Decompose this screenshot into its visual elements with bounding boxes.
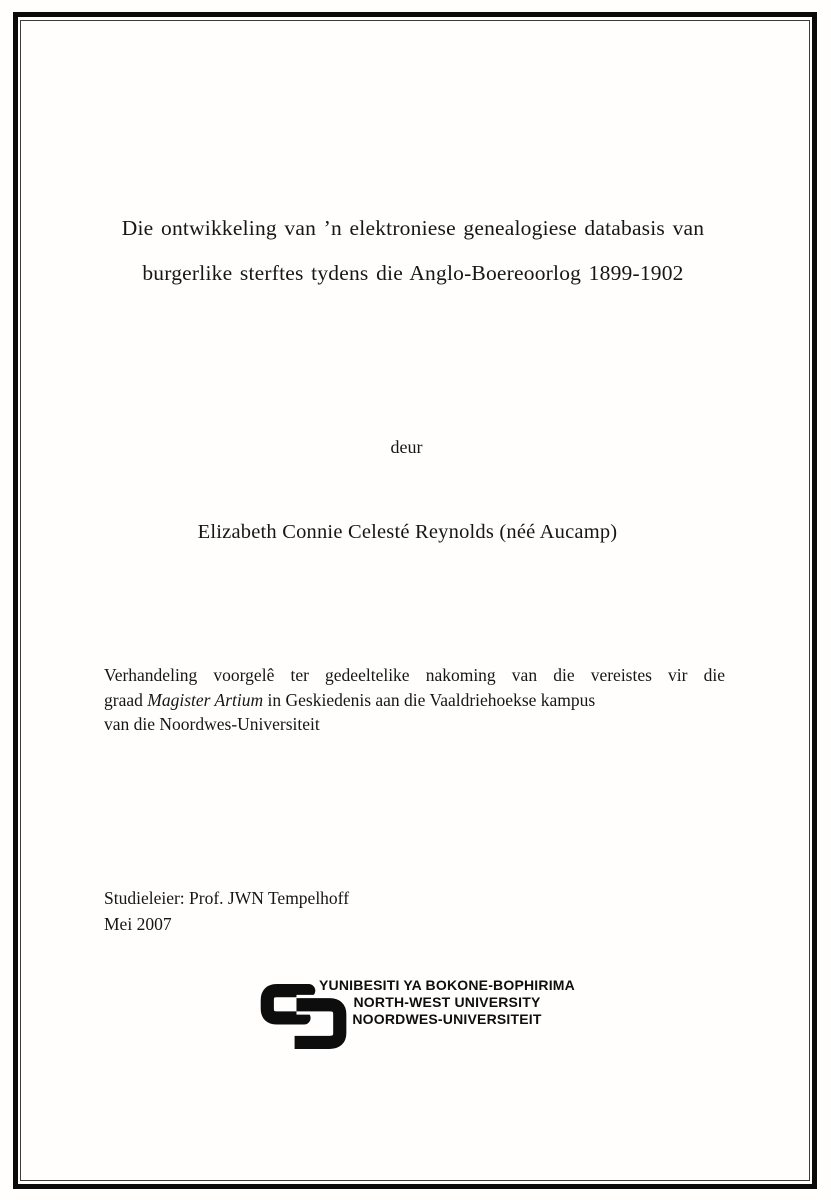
submission-line1: Verhandeling voorgelê ter gedeeltelike nakoming van die vereistes vir die <box>104 665 725 685</box>
submission-statement <box>104 663 725 737</box>
university-logo-text <box>318 977 576 1028</box>
university-name-afrikaans: NOORDWES-UNIVERSITEIT <box>352 1011 542 1027</box>
submission-line3: van die Noordwes-Universiteit <box>104 714 320 735</box>
thesis-title-line1: Die ontwikkeling van ’n elektroniese genealogiese databasis van <box>121 216 705 240</box>
university-name-setswana: YUNIBESITI YA BOKONE-BOPHIRIMA <box>319 977 575 993</box>
byline-label: deur <box>390 437 423 457</box>
thesis-title-line2: burgerlike sterftes tydens die Anglo-Boereoorlog 1899-1902 <box>142 261 684 285</box>
degree-name: Magister Artium <box>147 689 264 710</box>
submission-line2 <box>104 688 725 713</box>
date-line: Mei 2007 <box>104 913 172 934</box>
university-name-english: NORTH-WEST UNIVERSITY <box>353 994 541 1010</box>
submission-line2-prefix: graad <box>104 689 148 710</box>
university-logo <box>256 974 586 1064</box>
submission-line2-suffix: in Geskiedenis aan die Vaaldriehoekse kampus <box>263 689 596 710</box>
supervisor-line: Studieleier: Prof. JWN Tempelhoff <box>104 888 350 908</box>
thesis-title <box>50 206 776 296</box>
supervisor-block <box>104 886 349 937</box>
author-name: Elizabeth Connie Celesté Reynolds (néé Aucamp) <box>197 521 618 543</box>
